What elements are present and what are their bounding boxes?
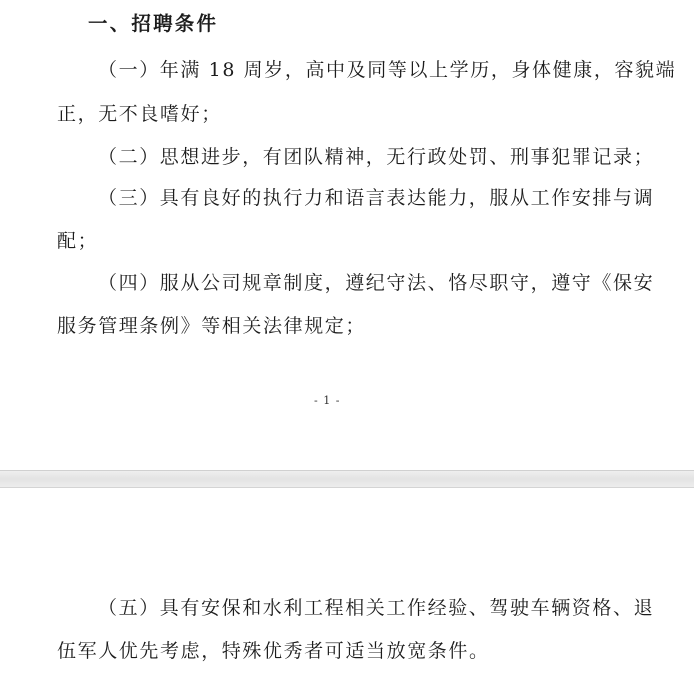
paragraph-line: （三）具有良好的执行力和语言表达能力，服从工作安排与调 <box>98 187 655 209</box>
paragraph-line: 正，无不良嗜好； <box>57 103 222 125</box>
document-page-2 <box>0 488 694 674</box>
page-number: - 1 - <box>314 394 341 407</box>
paragraph-line: （一）年满 18 周岁，高中及同等以上学历，身体健康，容貌端 <box>98 59 677 81</box>
paragraph-line: 伍军人优先考虑，特殊优秀者可适当放宽条件。 <box>57 640 490 662</box>
section-heading: 一、招聘条件 <box>88 12 219 35</box>
paragraph-line: （二）思想进步，有团队精神，无行政处罚、刑事犯罪记录； <box>98 146 655 168</box>
paragraph-line: 服务管理条例》等相关法律规定； <box>57 315 367 337</box>
paragraph-line: （四）服从公司规章制度，遵纪守法、恪尽职守，遵守《保安 <box>98 272 655 294</box>
paragraph-line: （五）具有安保和水利工程相关工作经验、驾驶车辆资格、退 <box>98 597 655 619</box>
page-separator <box>0 470 694 488</box>
paragraph-line: 配； <box>57 230 99 252</box>
